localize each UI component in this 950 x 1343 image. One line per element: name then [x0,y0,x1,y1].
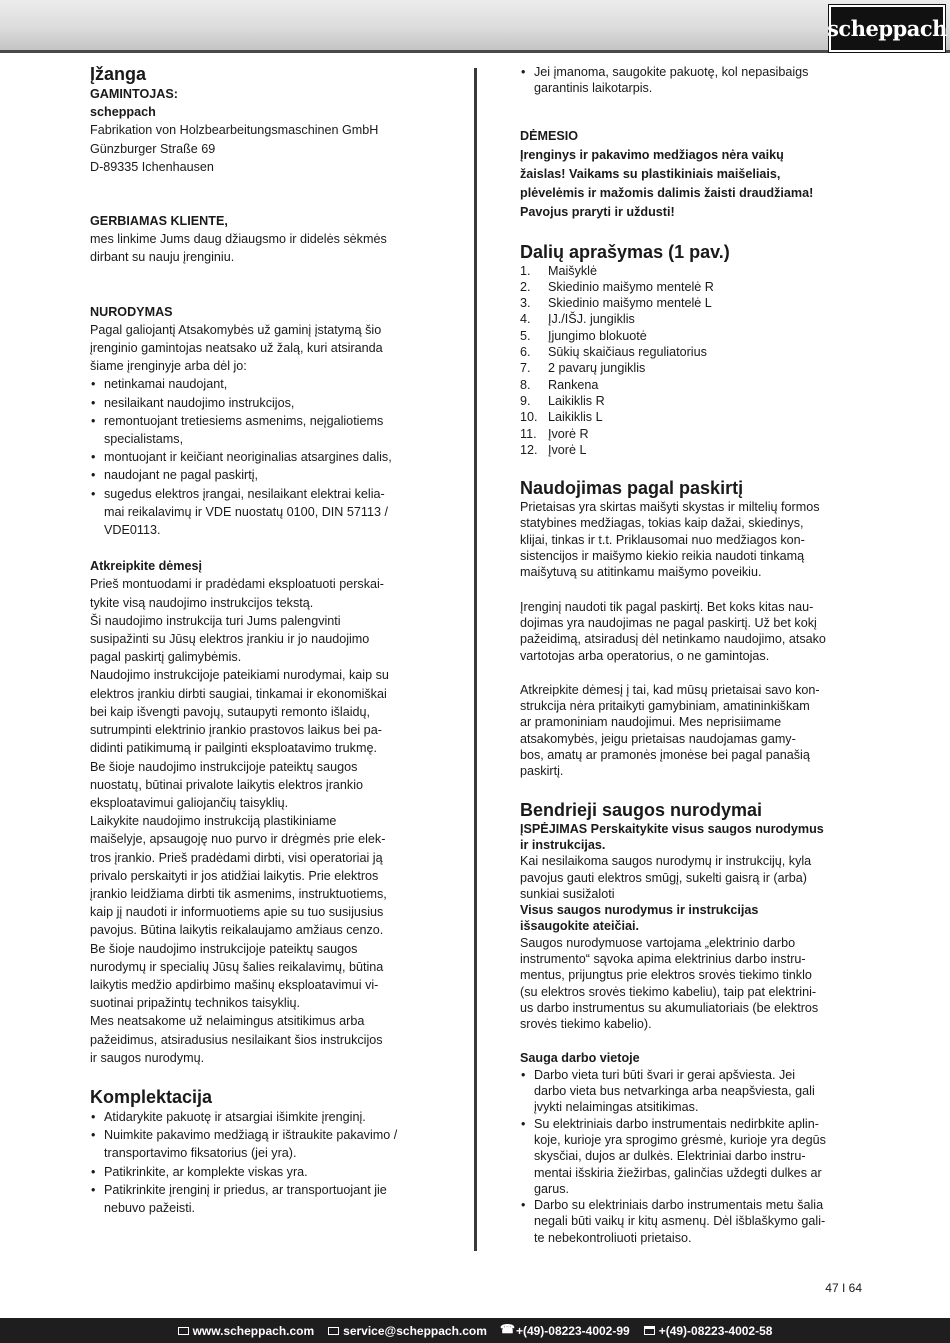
attention-label: Atkreipkite dėmesį [90,559,202,574]
list-item: • Su elektriniais darbo instrumentais nedirbkite aplin- koje, kurioje yra sprogimo grėsmė, kurioje yra degūs skysčiai, dujos ar dulkės. Elektriniai darbo instru- mentai išskiria žiežirbas, galinčias uždegti dulkes ar garus. [520,1116,860,1197]
list-item: • Jei įmanoma, saugokite pakuotę, kol nepasibaigs garantinis laikotarpis. [520,64,860,97]
list-item: • sugedus elektros įrangai, nesilaikant elektrai kelia- mai reikalavimų ir VDE nuostatų 0100, DIN 57113 / VDE0113. [90,485,435,540]
left-column [90,64,435,1217]
list-item: 8. Rankena [520,377,599,392]
list-item: • Patikrinkite, ar komplekte viskas yra. [90,1163,435,1181]
keep-instructions-heading: Visus saugos nurodymus ir instrukcijas išsaugokite ateičiai. [520,903,759,934]
caution-label: DĖMESIO [520,128,579,143]
parts-list [520,263,860,459]
section-title-intro: Įžanga [90,64,147,84]
footer-website[interactable]: www.scheppach.com [178,1324,315,1338]
manufacturer-name: scheppach [90,105,156,120]
intended-use-paragraph-1: Prietaisas yra skirtas maišyti skystas ir miltelių formos statybines medžiagas, tokias kaip dažai, skiedinys, klijai, tinkas ir t.t. Priklausomai nuo medžiagos kon- sistencijos ir maišymo kiekio reikia naudoti tinkamą maišytuvą su atitinkamu maišymo poveikiu. [520,500,820,580]
note-text: Pagal galiojantį Atsakomybės už gaminį įstatymą šio įrenginio gamintojas neatsako už žalą, kuri atsiranda šiame įrenginyje arba dėl jo: [90,322,383,374]
list-item: 3. Skiedinio maišymo mentelė L [520,296,712,311]
caution-text: Įrenginys ir pakavimo medžiagos nėra vaikų žaislas! Vaikams su plastikiniais maišeliais, plėvelėmis ir mažomis dalimis žaisti draudžiama! Pavojus praryti ir uždusti! [520,147,814,219]
list-item: 10. Laikiklis L [520,410,603,425]
dear-customer-text: mes linkime Jums daug džiaugsmo ir didelės sėkmės dirbant su nauju įrenginiu. [90,232,387,265]
list-item: • netinkamai naudojant, [90,375,435,393]
manufacturer-address: Fabrikation von Holzbearbeitungsmaschinen GmbH Günzburger Straße 69 D-89335 Ichenhausen [90,123,379,174]
list-item: • Patikrinkite įrenginį ir priedus, ar transportuojant jie nebuvo pažeisti. [90,1181,435,1217]
list-item: 12. Įvorė L [520,442,587,457]
safety-warning-heading: ĮSPĖJIMAS Perskaitykite visus saugos nurodymus ir instrukcijas. [520,821,824,852]
list-item: 5. Įjungimo blokuotė [520,328,647,343]
list-item: • remontuojant tretiesiems asmenims, neįgaliotiems specialistams, [90,412,435,448]
list-item: • montuojant ir keičiant neoriginalias atsargines dalis, [90,448,435,466]
fax-icon [644,1326,655,1335]
footer-email[interactable]: service@scheppach.com [328,1324,487,1338]
footer-phone: ☎ +(49)-08223-4002-99 [501,1324,630,1338]
section-title-intended-use: Naudojimas pagal paskirtį [520,478,744,499]
list-item: 9. Laikiklis R [520,393,605,408]
workplace-safety-list [520,1067,860,1246]
packaging-list [520,64,860,97]
intended-use-paragraph-3: Atkreipkite dėmesį į tai, kad mūsų prietaisai savo kon- strukcija nėra pritaikyti gamybiniam, amatininkiškam ar pramoniniam naudojimui. Mes neprisiimame atsakomybės, jeigu prietaisas naudojamas gamy- bos, amatų ar pramonės įmonėse bei pagal panašią paskirtį. [520,682,820,779]
page-number: 47 I 64 [825,1281,862,1295]
safety-warning-text: Kai nesilaikoma saugos nurodymų ir instrukcijų, kyla pavojus gauti elektros smūgį, sukelti gaisrą ir (arba) sunkiai susižaloti [520,854,812,901]
monitor-icon [178,1327,189,1335]
manufacturer-label: GAMINTOJAS: [90,87,178,101]
scope-list [90,1108,435,1217]
dear-customer-label: GERBIAMAS KLIENTE, [90,214,228,229]
right-column [520,64,860,1246]
list-item: 4. ĮJ./IŠJ. jungiklis [520,312,635,327]
workplace-safety-label: Sauga darbo vietoje [520,1051,640,1066]
list-item: • nesilaikant naudojimo instrukcijos, [90,394,435,412]
list-item: 7. 2 pavarų jungiklis [520,361,646,376]
footer-fax: +(49)-08223-4002-58 [644,1324,773,1338]
list-item: • Darbo vieta turi būti švari ir gerai apšviesta. Jei darbo vieta bus netvarkinga arba neapšviesta, gali įvykti nelaimingas atsitikimas. [520,1067,860,1116]
list-item: • Nuimkite pakavimo medžiagą ir ištraukite pakavimo / transportavimo fiksatorius (jei yra). [90,1126,435,1162]
footer-bar [0,1318,950,1343]
note-label: NURODYMAS [90,304,173,319]
column-divider [474,68,477,1251]
attention-text: Prieš montuodami ir pradėdami eksploatuoti perskai- tykite visą naudojimo instrukcijos tekstą. Ši naudojimo instrukcija turi Jums palengvinti susipažinti su Jūsų elektros įrankiu ir jo naudojimo pagal paskirtį galimybėmis. Naudojimo instrukcijoje pateikiami nurodymai, kaip su elektros įrankiu dirbti saugiai, tinkamai ir ekonomiškai bei kaip išvengti pavojų, sutaupyti remonto išlaidų, sutrumpinti elektrinio įrankio prastovos laikus bei pa- didinti patikimumą ir pailginti eksploatavimo trukmę. Be šioje naudojimo instrukcijoje pateiktų saugos nuostatų, būtinai privalote laikytis elektros įrankio eksploatavimui galiojančių taisyklių. Laikykite naudojimo instrukciją plastikiniame maišelyje, apsaugoję nuo purvo ir drėgmės prie elek- tros įrankio. Prieš pradėdami dirbti, visi operatoriai ją privalo perskaityti ir jos atidžiai laikytis. Prie elektros įrankio leidžiama dirbti tik asmenims, instruktuotiems, kaip jį naudoti ir informuotiems apie su tuo susijusius pavojus. Būtina laikytis reikalaujamo amžiaus cenzo. Be šioje naudojimo instrukcijoje pateiktų saugos nurodymų ir specialių Jūsų šalies reikalavimų, būtina laikytis medžio apdirbimo mašinų eksploatavimui vi- suotinai pripažintų technikos taisyklių. Mes neatsakome už nelaimingus atsitikimus arba pažeidimus, atsiradusius nesilaikant šios instrukcijos ir saugos nurodymų. [90,577,389,1065]
mail-icon [328,1327,339,1335]
keep-instructions-text: Saugos nurodymuose vartojama „elektrinio darbo instrumento“ sąvoka apima elektrinius darbo instru- mentus, prijungtus prie elektros srovės tiekimo tinklo (su elektros srovės tiekimo kabeliu), taip pat elektrini- us darbo instrumentus su akumuliatoriais (be elektros srovės tiekimo kabelio). [520,935,819,1032]
header-rule [0,50,950,53]
list-item: • Atidarykite pakuotę ir atsargiai išimkite įrenginį. [90,1108,435,1126]
list-item: 2. Skiedinio maišymo mentelė R [520,279,714,294]
list-item: 11. Įvorė R [520,426,589,441]
list-item: 6. Sūkių skaičiaus reguliatorius [520,345,707,360]
list-item: • Darbo su elektriniais darbo instrumentais metu šalia negali būti vaikų ir kitų asmenų. Dėl išblaškymo gali- te nebekontroliuoti prietaiso. [520,1197,860,1246]
list-item: 1. Maišyklė [520,263,597,278]
section-title-safety: Bendrieji saugos nurodymai [520,799,763,820]
list-item: • naudojant ne pagal paskirtį, [90,466,435,484]
section-title-parts: Dalių aprašymas (1 pav.) [520,241,730,262]
liability-list [90,375,435,539]
brand-logo: scheppach [829,5,945,52]
header-bar [0,0,950,50]
phone-icon [501,1326,512,1335]
intended-use-paragraph-2: Įrenginį naudoti tik pagal paskirtį. Bet koks kitas nau- dojimas yra naudojimas ne pagal paskirtį. Už bet kokį pažeidimą, atsiradusį dėl netinkamo naudojimo, atsako vartotojas arba operatorius, o ne gamintojas. [520,599,826,663]
section-title-scope: Komplektacija [90,1086,213,1107]
